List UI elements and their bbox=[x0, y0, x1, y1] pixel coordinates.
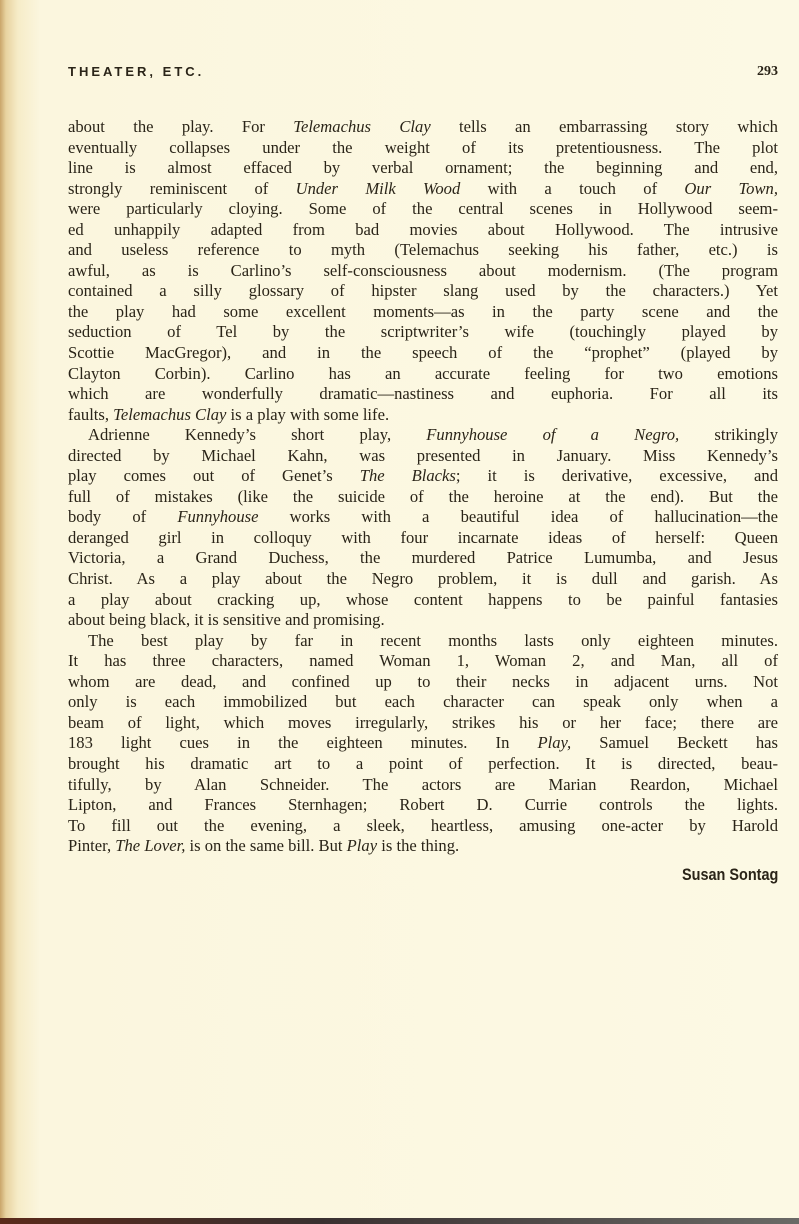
page-edge-shadow bbox=[0, 1218, 799, 1224]
text-run: the play had some excellent moments—as in the party scene and the bbox=[68, 301, 778, 321]
text-run: beam of light, which moves irregularly, strikes his or her face; there are bbox=[68, 712, 778, 732]
text-run: 183 light cues in the eighteen minutes. In bbox=[68, 733, 538, 753]
text-line bbox=[68, 322, 778, 343]
text-run: whom are dead, and confined up to their necks in adjacent urns. Not bbox=[68, 671, 778, 691]
italic-title: The Lover, bbox=[115, 836, 186, 856]
text-run: tifully, by Alan Schneider. The actors are Marian Reardon, Michael bbox=[68, 774, 778, 794]
text-run: is a play with some life. bbox=[226, 404, 390, 424]
text-run: were particularly cloying. Some of the central scenes in Hollywood seem- bbox=[68, 199, 778, 219]
text-line bbox=[68, 528, 778, 549]
text-run: The best play by far in recent months lasts only eighteen minutes. bbox=[88, 630, 778, 650]
text-run: full of mistakes (like the suicide of the heroine at the end). But the bbox=[68, 486, 778, 506]
text-run: about being black, it is sensitive and promising. bbox=[68, 610, 385, 630]
text-run: brought his dramatic art to a point of perfection. It is directed, beau- bbox=[68, 753, 778, 773]
text-run: body of bbox=[68, 507, 178, 527]
text-line bbox=[68, 754, 778, 775]
text-line bbox=[68, 425, 778, 446]
text-run: Scottie MacGregor), and in the speech of the “prophet” (played by bbox=[68, 343, 778, 363]
italic-title: Telemachus Clay bbox=[293, 117, 431, 136]
text-line bbox=[68, 302, 778, 323]
text-run: with a touch of bbox=[460, 178, 685, 198]
text-run: Samuel Beckett has bbox=[571, 733, 778, 753]
text-line bbox=[68, 775, 778, 796]
italic-title: The Blacks bbox=[359, 466, 456, 486]
text-line bbox=[68, 220, 778, 241]
text-line bbox=[68, 836, 778, 857]
text-run: Pinter, bbox=[68, 836, 116, 856]
italic-title: Our Town, bbox=[684, 178, 778, 198]
text-run: directed by Michael Kahn, was presented in January. Miss Kennedy’s bbox=[68, 445, 778, 465]
text-run: and useless reference to myth (Telemachus seeking his father, etc.) is bbox=[68, 240, 778, 260]
italic-title: Telemachus Clay bbox=[113, 404, 227, 424]
paragraph bbox=[68, 631, 778, 857]
text-run: contained a silly glossary of hipster slang used by the characters.) Yet bbox=[68, 281, 778, 301]
text-run: Clayton Corbin). Carlino has an accurate feeling for two emotions bbox=[68, 363, 778, 383]
italic-title: Funnyhouse bbox=[177, 507, 259, 527]
text-run: Victoria, a Grand Duchess, the murdered Patrice Lumumba, and Jesus bbox=[68, 548, 778, 568]
text-line bbox=[68, 466, 778, 487]
text-line bbox=[68, 590, 778, 611]
running-head: THEATER, ETC. bbox=[68, 64, 205, 79]
text-run: awful, as is Carlino’s self-consciousness about modernism. (The program bbox=[68, 260, 778, 280]
text-line bbox=[68, 651, 778, 672]
text-run: strikingly bbox=[679, 425, 778, 445]
text-line bbox=[68, 713, 778, 734]
text-line bbox=[68, 672, 778, 693]
page-header bbox=[68, 64, 778, 86]
text-line bbox=[68, 610, 778, 631]
author-signature: Susan Sontag bbox=[681, 865, 778, 884]
text-run: strongly reminiscent of bbox=[68, 178, 296, 198]
italic-title: Play bbox=[346, 836, 378, 856]
text-run: is the thing. bbox=[377, 836, 460, 856]
text-run: is on the same bill. But bbox=[185, 836, 347, 856]
page-number: 293 bbox=[757, 64, 778, 79]
text-run: play comes out of Genet’s bbox=[68, 466, 360, 486]
text-run: deranged girl in colloquy with four incarnate ideas of herself: Queen bbox=[68, 527, 778, 547]
text-line bbox=[68, 281, 778, 302]
text-line bbox=[68, 631, 778, 652]
text-run: Lipton, and Frances Sternhagen; Robert D. Currie controls the lights. bbox=[68, 795, 778, 815]
text-line bbox=[68, 343, 778, 364]
text-run: seduction of Tel by the scriptwriter’s wife (touchingly played by bbox=[68, 322, 778, 342]
text-run: which are wonderfully dramatic—nastiness and euphoria. For all its bbox=[68, 384, 778, 404]
text-line bbox=[68, 138, 778, 159]
text-run: It has three characters, named Woman 1, Woman 2, and Man, all of bbox=[68, 651, 778, 671]
italic-title: Funnyhouse of a Negro, bbox=[426, 425, 680, 445]
text-line bbox=[68, 692, 778, 713]
text-run: To fill out the evening, a sleek, heartless, amusing one-acter by Harold bbox=[68, 815, 778, 835]
text-line bbox=[68, 384, 778, 405]
text-run: ; it is derivative, excessive, and bbox=[455, 466, 778, 486]
text-run: ed unhappily adapted from bad movies about Hollywood. The intrusive bbox=[68, 219, 778, 239]
text-line bbox=[68, 158, 778, 179]
text-run: tells an embarrassing story which bbox=[430, 117, 778, 136]
text-line bbox=[68, 261, 778, 282]
text-run: Christ. As a play about the Negro problem, it is dull and garish. As bbox=[68, 569, 778, 589]
text-line bbox=[68, 816, 778, 837]
text-line bbox=[68, 179, 778, 200]
text-line bbox=[68, 117, 778, 138]
text-line bbox=[68, 240, 778, 261]
article-body bbox=[68, 117, 778, 857]
text-line bbox=[68, 405, 778, 426]
paragraph bbox=[68, 117, 778, 425]
italic-title: Under Milk Wood bbox=[295, 178, 461, 198]
text-run: eventually collapses under the weight of its pretentiousness. The plot bbox=[68, 137, 778, 157]
text-line bbox=[68, 364, 778, 385]
text-run: a play about cracking up, whose content happens to be painful fantasies bbox=[68, 589, 778, 609]
paragraph bbox=[68, 425, 778, 630]
text-run: faults, bbox=[68, 404, 114, 424]
text-line bbox=[68, 569, 778, 590]
text-line bbox=[68, 733, 778, 754]
text-run: line is almost effaced by verbal ornament; the beginning and end, bbox=[68, 158, 778, 178]
italic-title: Play, bbox=[537, 733, 572, 753]
text-run: Adrienne Kennedy’s short play, bbox=[88, 425, 427, 445]
text-line bbox=[68, 446, 778, 467]
text-line bbox=[68, 507, 778, 528]
text-run: about the play. For bbox=[68, 117, 294, 136]
text-line bbox=[68, 795, 778, 816]
text-run: works with a beautiful idea of hallucination—the bbox=[258, 507, 779, 527]
text-line bbox=[68, 199, 778, 220]
text-line bbox=[68, 487, 778, 508]
text-run: only is each immobilized but each character can speak only when a bbox=[68, 692, 778, 712]
text-line bbox=[68, 548, 778, 569]
